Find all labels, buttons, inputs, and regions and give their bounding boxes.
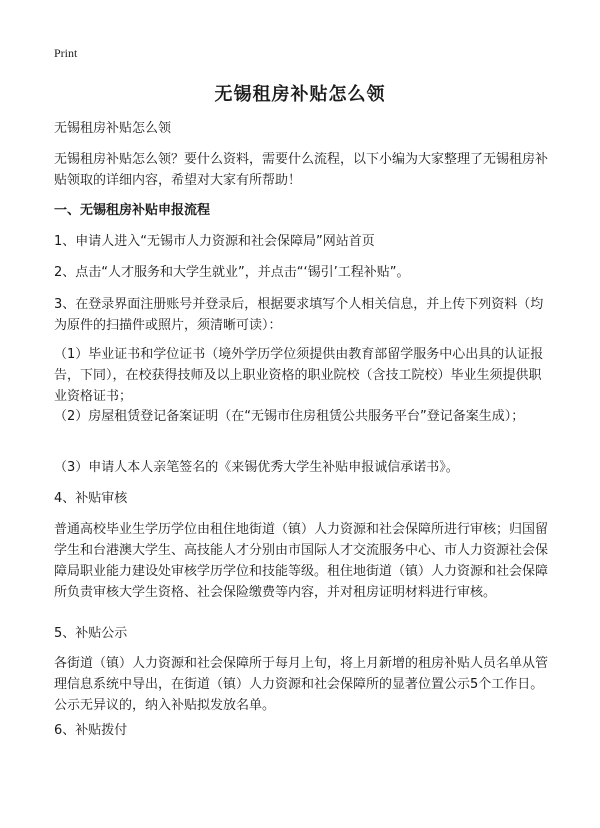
step-3-paragraph: 3、在登录界面注册账号并登录后，根据要求填写个人相关信息，并上传下列资料（均为原件的扫描件或照片，须清晰可读）：: [54, 297, 544, 333]
page-title: 无锡租房补贴怎么领: [214, 84, 386, 105]
subtitle: 无锡租房补贴怎么领: [54, 121, 172, 136]
subsidy-publicity-paragraph: 各街道（镇）人力资源和社会保障所于每月上旬，将上月新增的租房补贴人员名单从管理信息系统中导出，在街道（镇）人力资源和社会保障所的显著位置公示5个工作日。公示无异议的，纳入补贴拟发放名单。: [54, 656, 549, 713]
required-document-1: （1）毕业证书和学位证书（境外学历学位须提供由教育部留学服务中心出具的认证报告，下同），在校获得技师及以上职业资格的职业院校（含技工院校）毕业生须提供职业资格证书；: [54, 347, 544, 404]
intro-paragraph: 无锡租房补贴怎么领？要什么资料，需要什么流程，以下小编为大家整理了无锡租房补贴领取的详细内容，希望对大家有所帮助！: [54, 152, 549, 188]
step-2-paragraph: 2、点击“人才服务和大学生就业”，并点击“‘锡引’工程补贴”。: [54, 265, 410, 280]
subsidy-payment-heading: 6、补贴拨付: [54, 723, 128, 738]
step-1-paragraph: 1、申请人进入“无锡市人力资源和社会保障局”网站首页: [54, 234, 375, 249]
subsidy-review-paragraph: 普通高校毕业生学历学位由租住地街道（镇）人力资源和社会保障所进行审核；归国留学生和台港澳大学生、高技能人才分别由市国际人才交流服务中心、市人力资源社会保障局职业能力建设处审核学历学位和技能等级。租住地街道（镇）人力资源和社会保障所负责审核大学生资格、社会保险缴费等内容，并对租房证明材料进行审核。: [54, 522, 549, 600]
subsidy-review-heading: 4、补贴审核: [54, 491, 128, 506]
print-label[interactable]: Print: [54, 46, 78, 60]
required-document-3: （3）申请人本人亲笔签名的《来锡优秀大学生补贴申报诚信承诺书》。: [54, 460, 459, 475]
section-heading-application-process: 一、无锡租房补贴申报流程: [54, 203, 211, 218]
subsidy-publicity-heading: 5、补贴公示: [54, 626, 128, 641]
required-document-2: （2）房屋租赁登记备案证明（在“无锡市住房租赁公共服务平台”登记备案生成）；: [54, 409, 525, 424]
